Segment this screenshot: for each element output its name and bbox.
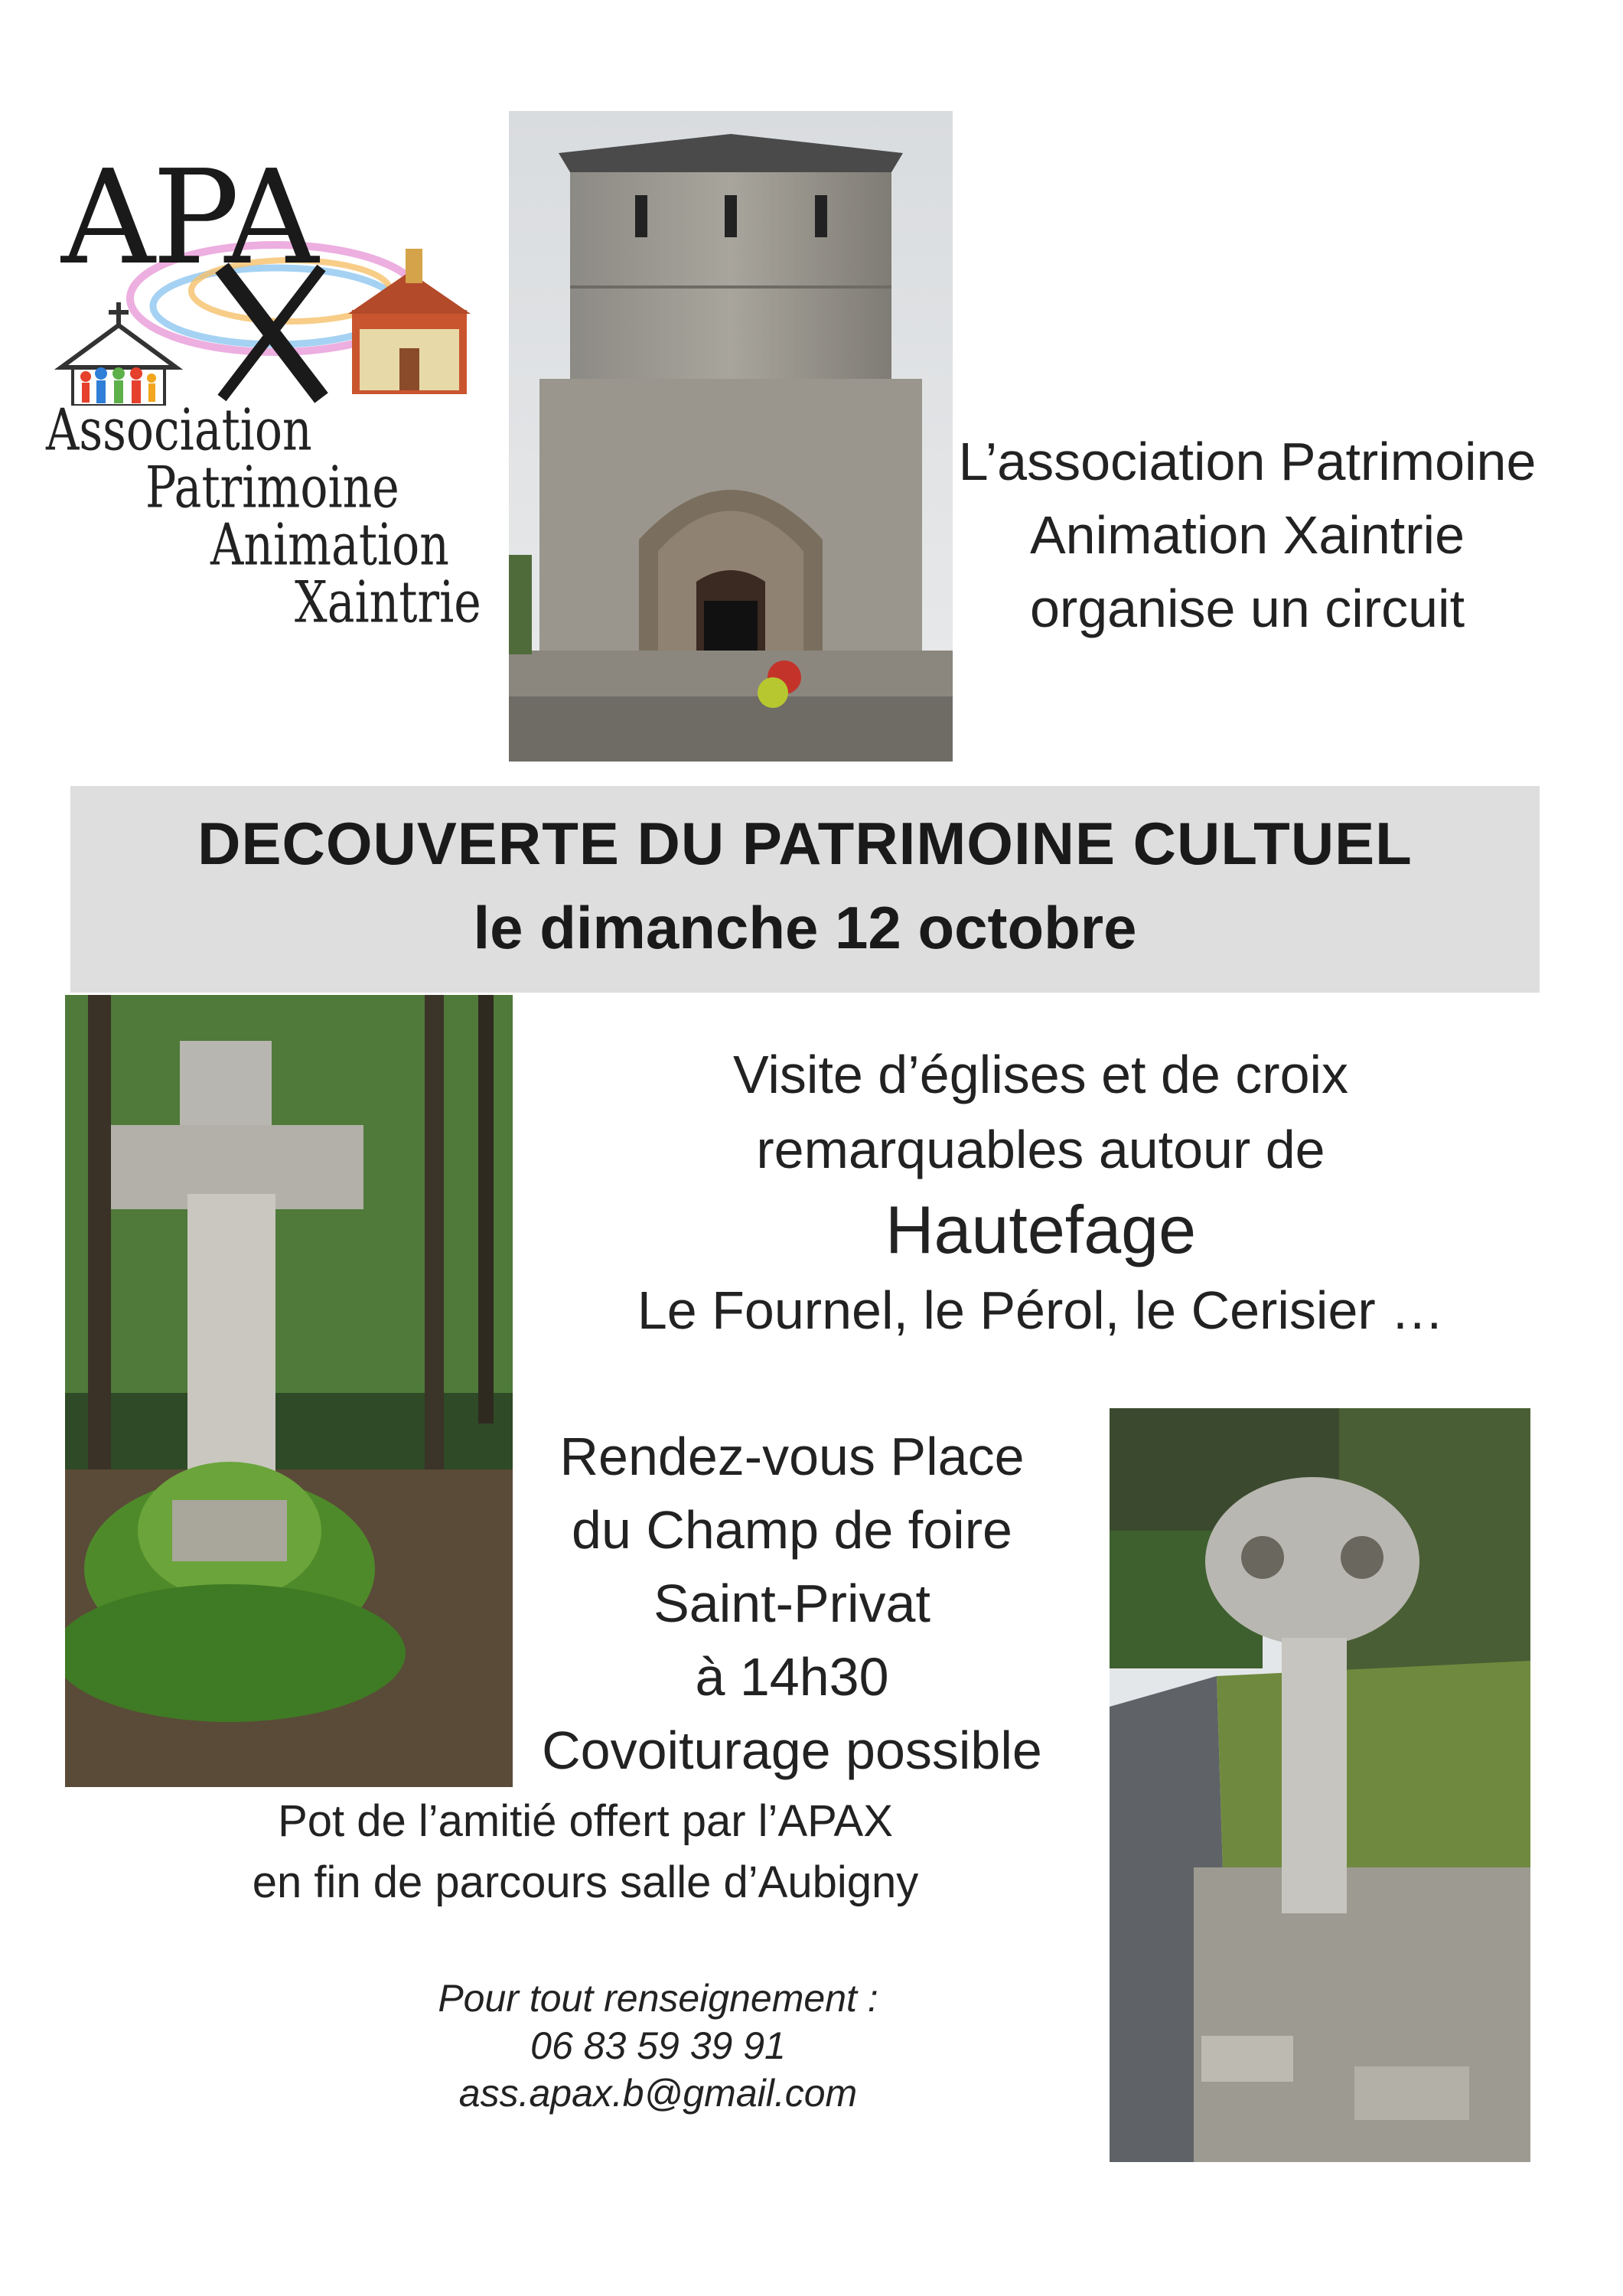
logo-word-association: Association: [46, 396, 312, 465]
event-title: DECOUVERTE DU PATRIMOINE CULTUEL: [197, 810, 1413, 877]
intro-line: Animation Xaintrie: [1029, 505, 1465, 565]
contact-email: ass.apax.b@gmail.com: [458, 2072, 858, 2115]
reception-line: en fin de parcours salle d’Aubigny: [252, 1857, 919, 1907]
intro-line: organise un circuit: [1029, 579, 1465, 638]
contact-info: [291, 1975, 1025, 2117]
meeting-line: Saint-Privat: [653, 1574, 930, 1633]
logo-word-animation: Animation: [210, 511, 449, 579]
logo-word-patrimoine: Patrimoine: [145, 454, 399, 522]
intro-line: L’association Patrimoine: [958, 432, 1537, 491]
reception-line: Pot de l’amitié offert par l’APAX: [278, 1796, 893, 1846]
title-banner: [70, 786, 1540, 993]
visit-villages: Le Fournel, le Pérol, le Cerisier …: [637, 1280, 1445, 1340]
reception-info: [153, 1791, 1018, 1913]
meeting-info: [505, 1420, 1079, 1787]
meeting-line: Rendez-vous Place: [559, 1427, 1025, 1486]
contact-phone: 06 83 59 39 91: [530, 2024, 786, 2067]
visit-line: Visite d’églises et de croix: [732, 1045, 1349, 1104]
apax-logo: [46, 142, 481, 643]
logo-letters: APA: [61, 142, 316, 294]
stone-cross-roadside-photo: [1110, 1408, 1530, 2162]
contact-label: Pour tout renseignement :: [438, 1977, 878, 2020]
visit-place: Hautefage: [885, 1192, 1197, 1267]
meeting-time: à 14h30: [695, 1647, 889, 1707]
stone-cross-forest-photo: [65, 995, 513, 1787]
meeting-line: Covoiturage possible: [542, 1720, 1042, 1780]
intro-text: [907, 425, 1588, 645]
church-photo: [509, 111, 953, 762]
event-date: le dimanche 12 octobre: [473, 894, 1137, 961]
logo-word-xaintrie: Xaintrie: [295, 569, 481, 637]
meeting-line: du Champ de foire: [572, 1500, 1012, 1560]
visit-description: [536, 1037, 1546, 1348]
visit-line: remarquables autour de: [756, 1120, 1325, 1179]
